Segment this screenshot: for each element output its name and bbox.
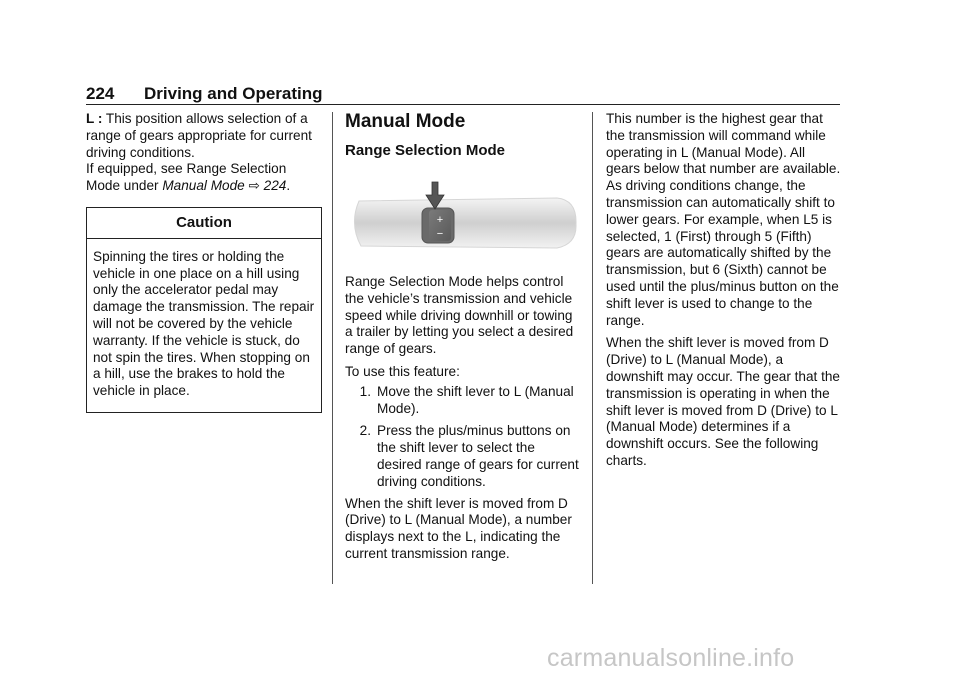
downshift-paragraph: When the shift lever is moved from D (Drive) to L (Manual Mode), a downshift may occur. The gear that the transmission is operating in when the shift lever is moved from D (Drive) to L (Manual Mode) determines if a downshift occurs. See the following charts. [606, 335, 840, 468]
caution-box [86, 207, 322, 413]
shift-lever-illustration [345, 166, 581, 266]
reference-text: If equipped, see Range Selection Mode under [86, 161, 287, 194]
plus-icon: + [436, 214, 444, 226]
column-divider [332, 112, 333, 584]
feature-intro: To use this feature: [345, 363, 460, 379]
reference-end: . [286, 178, 291, 194]
column-divider [592, 112, 593, 584]
page-header [86, 84, 840, 106]
step-text: Move the shift lever to L (Manual Mode). [377, 383, 574, 416]
reference-paragraph [86, 161, 322, 195]
caution-text: Spinning the tires or holding the vehicle in one place on a hill using only the accelerator pedal may damage the transmission. The repair will not be covered by the vehicle warranty. If the vehicle is stuck, do not spin the tires. When stopping on a hill, use the brakes to hold the vehicle in place. [93, 248, 315, 399]
subsection-title: Range Selection Mode [345, 142, 506, 159]
section-title: Manual Mode [345, 111, 466, 132]
page-ref-arrow-icon: ⇨ [248, 178, 260, 194]
column-3 [606, 111, 842, 470]
minus-icon: − [436, 228, 444, 240]
step-number: 2. [359, 423, 371, 439]
shift-lever-body [354, 198, 576, 248]
highest-gear-paragraph: This number is the highest gear that the transmission will command while operating in L (Manual Mode). All gears below that number are available. As driving conditions change, the transmission can automatically shift to lower gears. For example, when L5 is selected, 1 (First) through 5 (Fifth) gears are automatically shifted by the transmission, but 6 (Sixth) cannot be used until the plus/minus button on the shift lever is used to change to the range. [606, 111, 841, 328]
manual-mode-link[interactable]: Manual Mode [162, 178, 245, 194]
shift-lever-figure [345, 166, 581, 266]
display-range-paragraph: When the shift lever is moved from D (Drive) to L (Manual Mode), a number displays next to the L, indicating the current transmission range. [345, 495, 572, 561]
step-text: Press the plus/minus buttons on the shift lever to select the desired range of gears for current driving conditions. [377, 423, 579, 489]
caution-title: Caution [87, 208, 321, 239]
l-position-paragraph [86, 111, 322, 161]
chapter-title: Driving and Operating [144, 84, 323, 103]
l-position-text: This position allows selection of a range of gears appropriate for current driving conditions. [86, 111, 312, 160]
steps-list [345, 384, 581, 491]
page-number: 224 [86, 84, 115, 103]
column-1 [86, 111, 322, 413]
header-rule [86, 104, 840, 105]
page-ref-number[interactable]: 224 [263, 178, 287, 194]
column-2 [345, 111, 581, 563]
list-item [345, 384, 581, 418]
l-position-label: L : [86, 111, 103, 126]
step-number: 1. [359, 383, 371, 399]
watermark-text: carmanualsonline.info [547, 644, 795, 672]
list-item [345, 423, 581, 490]
range-selection-description: Range Selection Mode helps control the vehicle’s transmission and vehicle speed while driving downhill or towing a trailer by letting you select a desired range of gears. [345, 274, 574, 357]
